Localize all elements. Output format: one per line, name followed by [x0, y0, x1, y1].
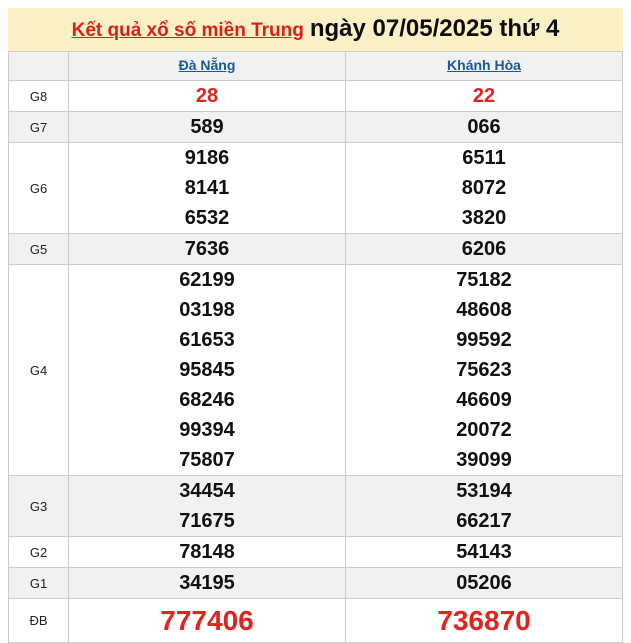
prize-row-g4 [9, 265, 623, 476]
prize-number: 9186 [184, 147, 230, 169]
numbers-khanh-hoa [346, 234, 623, 265]
prize-label: G1 [9, 568, 69, 599]
numbers-khanh-hoa [346, 476, 623, 537]
prize-number: 6532 [184, 207, 230, 229]
prize-label: G8 [9, 81, 69, 112]
numbers-da-nang [69, 81, 346, 112]
numbers-da-nang [69, 599, 346, 643]
numbers-khanh-hoa [346, 568, 623, 599]
draw-date-text: ngày 07/05/2025 thứ 4 [309, 15, 560, 42]
prize-number: 736870 [437, 605, 531, 636]
table-header-row [9, 52, 623, 81]
prize-row-đb [9, 599, 623, 643]
prize-number: 22 [472, 85, 496, 107]
prize-number: 99394 [179, 419, 235, 441]
prize-number: 68246 [179, 389, 235, 411]
prize-label: G4 [9, 265, 69, 476]
numbers-khanh-hoa [346, 265, 623, 476]
da-nang-link[interactable]: Đà Nẵng [178, 57, 236, 73]
numbers-da-nang [69, 537, 346, 568]
prize-number: 7636 [184, 238, 230, 260]
prize-label: G6 [9, 143, 69, 234]
numbers-da-nang [69, 265, 346, 476]
numbers-da-nang [69, 476, 346, 537]
prize-number: 28 [195, 85, 219, 107]
khanh-hoa-link[interactable]: Khánh Hòa [447, 57, 521, 73]
prize-label: G2 [9, 537, 69, 568]
prize-number: 05206 [456, 572, 512, 594]
prize-row-g8 [9, 81, 623, 112]
prize-label: ĐB [9, 599, 69, 643]
title-banner [8, 8, 623, 51]
prize-number: 95845 [179, 359, 235, 381]
numbers-da-nang [69, 143, 346, 234]
prize-number: 62199 [179, 269, 235, 291]
prize-row-g7 [9, 112, 623, 143]
numbers-khanh-hoa [346, 81, 623, 112]
prize-number: 8072 [461, 177, 507, 199]
prize-number: 589 [190, 116, 224, 138]
column-header-khanh-hoa [346, 52, 623, 81]
numbers-khanh-hoa [346, 143, 623, 234]
prize-label: G5 [9, 234, 69, 265]
prize-number: 71675 [179, 510, 235, 532]
prize-number: 75623 [456, 359, 512, 381]
prize-number: 48608 [456, 299, 512, 321]
numbers-da-nang [69, 112, 346, 143]
prize-number: 54143 [456, 541, 512, 563]
prize-number: 66217 [456, 510, 512, 532]
prize-number: 75807 [179, 449, 235, 471]
prize-number: 75182 [456, 269, 512, 291]
prize-number: 78148 [179, 541, 235, 563]
prize-number: 34195 [179, 572, 235, 594]
prize-number: 8141 [184, 177, 230, 199]
prize-row-g2 [9, 537, 623, 568]
prize-number: 6206 [461, 238, 507, 260]
table-body [9, 81, 623, 643]
prize-number: 20072 [456, 419, 512, 441]
prize-number: 3820 [461, 207, 507, 229]
prize-row-g6 [9, 143, 623, 234]
region-title-link[interactable]: Kết quả xổ số miền Trung [71, 20, 304, 41]
prize-label: G3 [9, 476, 69, 537]
prize-column-header [9, 52, 69, 81]
numbers-khanh-hoa [346, 112, 623, 143]
prize-number: 99592 [456, 329, 512, 351]
prize-number: 066 [467, 116, 501, 138]
prize-row-g1 [9, 568, 623, 599]
prize-row-g3 [9, 476, 623, 537]
prize-row-g5 [9, 234, 623, 265]
prize-number: 61653 [179, 329, 235, 351]
prize-number: 6511 [462, 147, 506, 169]
numbers-khanh-hoa [346, 599, 623, 643]
column-header-da-nang [69, 52, 346, 81]
prize-label: G7 [9, 112, 69, 143]
prize-number: 53194 [456, 480, 512, 502]
numbers-khanh-hoa [346, 537, 623, 568]
numbers-da-nang [69, 568, 346, 599]
lottery-results-page [8, 8, 623, 643]
prize-number: 46609 [456, 389, 512, 411]
lottery-table [8, 51, 623, 643]
prize-number: 777406 [160, 605, 254, 636]
prize-number: 39099 [456, 449, 512, 471]
prize-number: 34454 [179, 480, 235, 502]
prize-number: 03198 [179, 299, 235, 321]
numbers-da-nang [69, 234, 346, 265]
